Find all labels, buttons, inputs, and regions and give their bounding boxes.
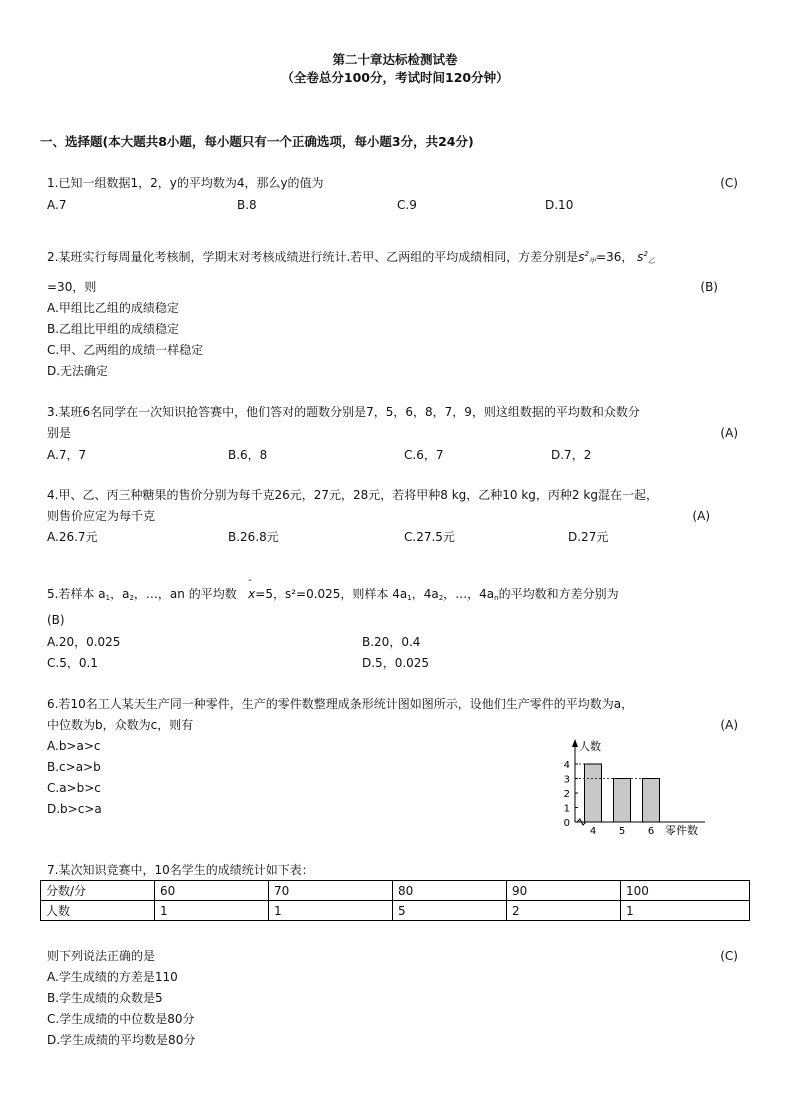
q5-text-5: ，4a [411,587,439,601]
q1-option-c: C.9 [397,198,417,212]
q4-option-b: B.26.8元 [228,530,279,544]
q5-sub-1b: 1 [407,594,412,602]
q1-answer: (C) [720,176,738,190]
q5-stem [47,575,619,602]
y-axis-label: 人数 [579,740,601,753]
q5-text-4: =5，s²=0.025，则样本 4a [255,587,408,601]
page-title: 第二十章达标检测试卷 [332,52,458,67]
y-tick-label: 0 [563,818,570,829]
q5-text-2: ，a [110,587,130,601]
table-cell: 100 [621,881,750,901]
scores-table [40,880,750,921]
q2-option-c: C.甲、乙两组的成绩一样稳定 [47,343,204,357]
table-row [41,881,750,901]
q6-option-d: D.b>c>a [47,802,102,816]
y-tick-label: 4 [563,760,570,771]
q3-stem-line2: 别是 [47,426,72,440]
bar-chart [555,736,715,836]
q2-option-a: A.甲组比乙组的成绩稳定 [47,301,179,315]
q3-option-d: D.7，2 [551,448,592,462]
q7-prompt: 则下列说法正确的是 [47,949,156,963]
q4-option-c: C.27.5元 [404,530,455,544]
q3-option-c: C.6，7 [404,448,444,462]
q2-s-power-2: 2 [643,250,648,258]
q4-answer: (A) [692,509,710,523]
q2-s-yi [637,250,655,264]
q3-option-a: A.7，7 [47,448,87,462]
x-axis-label: 零件数 [665,824,698,836]
q2-answer: (B) [700,280,718,294]
table-cell: 60 [155,881,269,901]
q6-option-b: B.c>a>b [47,760,101,774]
q2-s-yi-label: 乙 [647,257,655,265]
q4-option-a: A.26.7元 [47,530,98,544]
q1-option-b: B.8 [237,198,257,212]
table-cell: 人数 [41,901,155,921]
table-cell: 5 [393,901,507,921]
q5-x: x [248,587,256,601]
q1-stem: 1.已知一组数据1，2，y的平均数为4，那么y的值为 [47,176,324,190]
q5-sub-1: 1 [105,594,111,602]
q5-text-1: 5.若样本 a [47,587,106,601]
q3-stem-line1: 3.某班6名同学在一次知识抢答赛中，他们答对的题数分别是7，5，6，8，7，9，则这组数据的平均数和众数分 [47,405,640,419]
q5-option-d: D.5，0.025 [362,656,430,670]
q6-option-c: C.a>b>c [47,781,101,795]
q7-stem: 7.某次知识竞赛中，10名学生的成绩统计如下表： [47,863,314,877]
q6-answer: (A) [720,718,738,732]
bar [643,779,660,823]
q7-option-b: B.学生成绩的众数是5 [47,991,163,1005]
q5-option-b: B.20，0.4 [362,635,421,649]
table-cell: 70 [269,881,393,901]
q2-option-b: B.乙组比甲组的成绩稳定 [47,322,180,336]
q2-s-jia [578,250,596,264]
q4-stem-line2: 则售价应定为每千克 [47,509,156,523]
q2-s-symbol-2: s [637,250,644,264]
q5-sub-2b: 2 [438,594,444,602]
q2-stem-text: 2.某班实行每周量化考核制，学期末对考核成绩进行统计.若甲、乙两组的平均成绩相同，方差分别是 [47,250,579,264]
q2-stem [47,251,655,265]
q2-line2: =30，则 [47,280,97,294]
table-cell: 90 [507,881,621,901]
y-tick-label: 3 [563,774,570,786]
q7-option-c: C.学生成绩的中位数是80分 [47,1012,195,1026]
x-tick-label: 5 [618,826,626,836]
table-cell: 分数/分 [41,881,155,901]
y-tick-label: 2 [563,789,570,800]
q4-stem-line1: 4.甲、乙、丙三种糖果的售价分别为每千克26元，27元，28元，若将甲种8 kg，乙种10 kg，丙种2 kg混在一起， [47,488,658,502]
q2-option-d: D.无法确定 [47,364,109,378]
q2-s-symbol: s [578,250,585,264]
q5-xbar [248,575,256,601]
table-cell: 1 [269,901,393,921]
q3-answer: (A) [720,426,738,440]
q1-option-d: D.10 [545,198,574,212]
page-subtitle: （全卷总分100分，考试时间120分钟） [281,70,509,85]
q7-option-d: D.学生成绩的平均数是80分 [47,1033,196,1047]
q5-text-7: 的平均数和方差分别为 [498,587,619,601]
table-row [41,901,750,921]
q6-stem-line2: 中位数为b，众数为c，则有 [47,718,194,732]
q5-option-a: A.20，0.025 [47,635,121,649]
q5-option-c: C.5，0.1 [47,656,98,670]
q6-stem-line1: 6.若10名工人某天生产同一种零件，生产的零件数整理成条形统计图如图所示，设他们生产零件的平均数为a， [47,697,634,711]
q5-bar: - [248,575,252,586]
q1-option-a: A.7 [47,198,67,212]
q5-answer: (B) [47,613,65,627]
table-cell: 2 [507,901,621,921]
q5-text-3: ，…，an 的平均数 [133,587,237,601]
q6-option-a: A.b>a>c [47,739,101,753]
x-tick-label: 4 [589,826,597,836]
x-tick-label: 6 [647,826,655,836]
bar [585,764,602,822]
bar [614,779,631,823]
q7-option-a: A.学生成绩的方差是110 [47,970,178,984]
table-cell: 1 [621,901,750,921]
q2-s-jia-label: 甲 [589,257,597,265]
q4-option-d: D.27元 [568,530,609,544]
y-axis-arrow [572,739,578,747]
q3-option-b: B.6，8 [228,448,268,462]
q7-answer: (C) [720,949,738,963]
q2-s-power: 2 [584,250,590,258]
q5-sub-2: 2 [129,594,134,602]
section-heading: 一、选择题(本大题共8小题，每小题只有一个正确选项，每小题3分，共24分) [40,134,474,149]
table-cell: 80 [393,881,507,901]
q2-s-jia-value: =36， [596,250,634,264]
q5-sub-n: n [494,594,499,602]
y-tick-label: 1 [563,803,570,815]
table-cell: 1 [155,901,269,921]
q5-text-6: ，…，4a [443,587,495,601]
